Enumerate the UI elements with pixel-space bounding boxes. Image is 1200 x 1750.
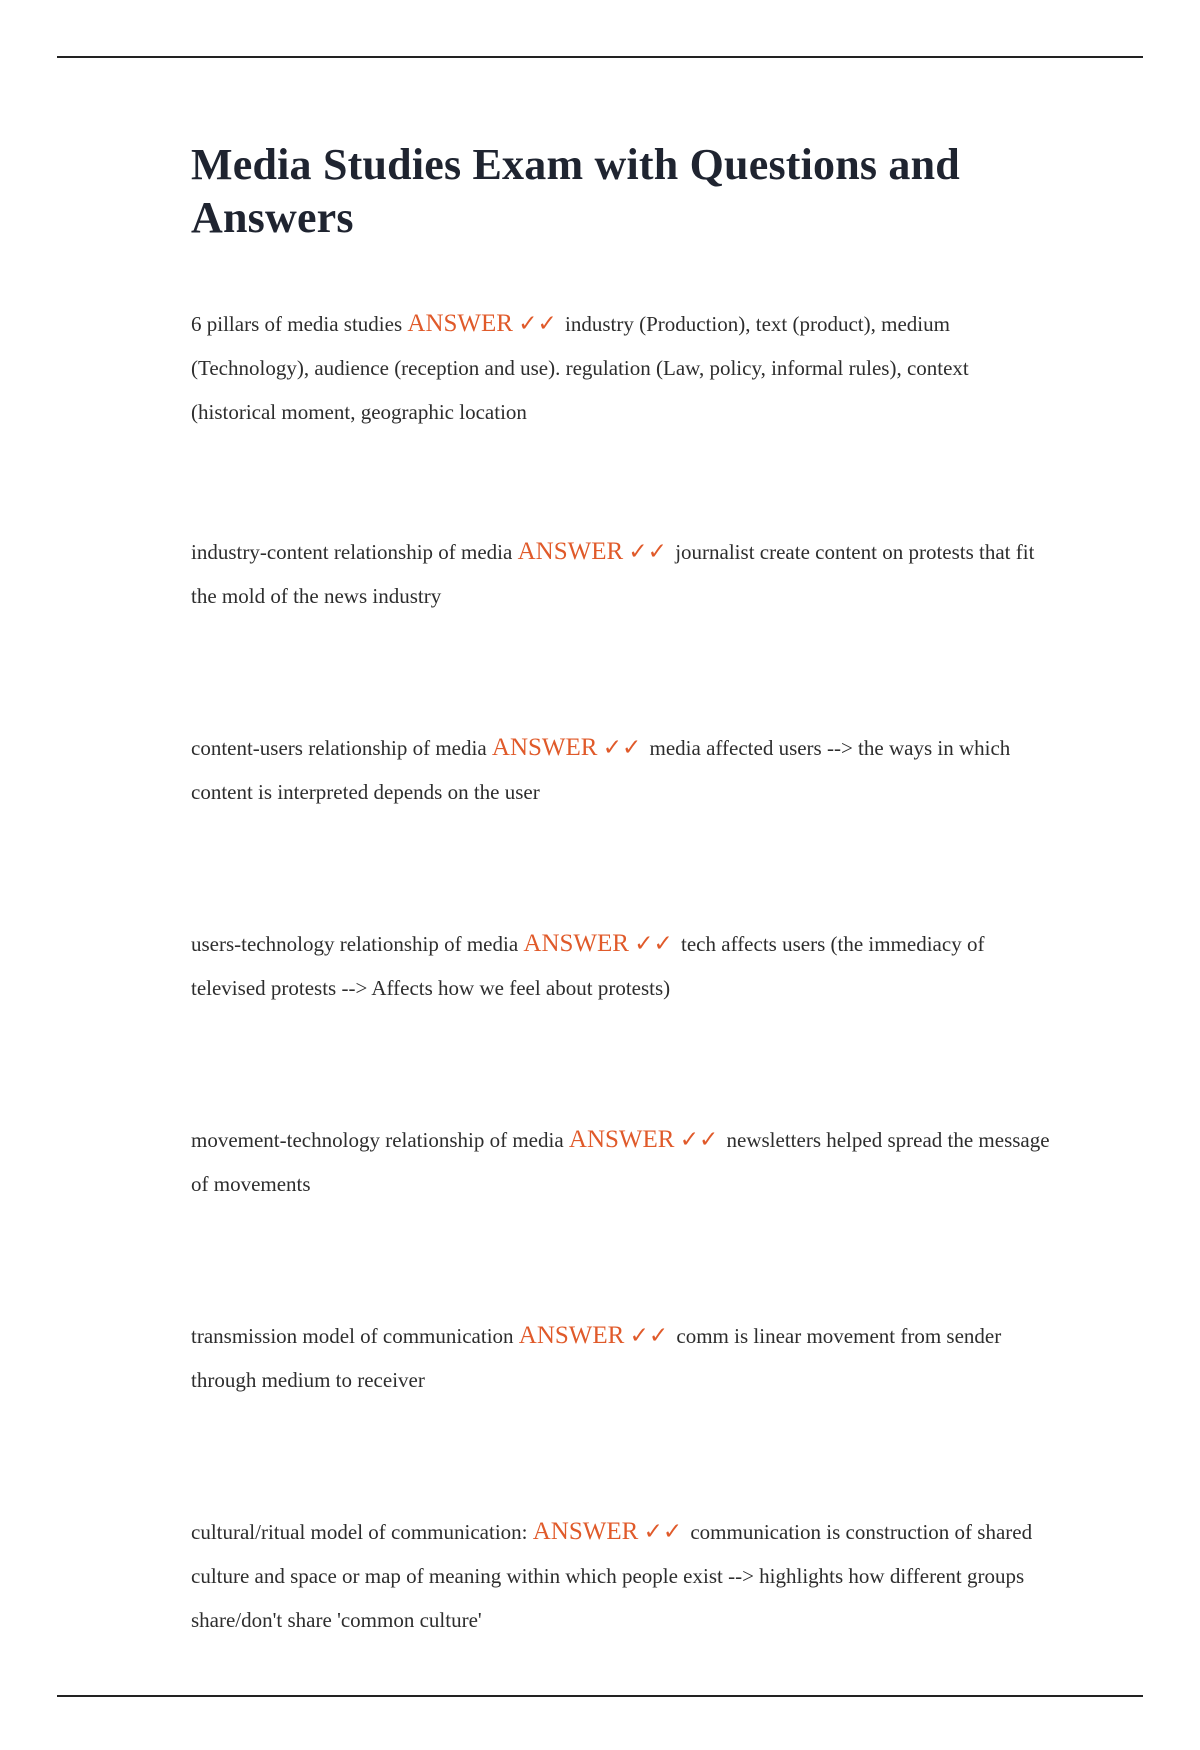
qa-item: [191, 726, 1051, 814]
question-text: movement-technology relationship of media: [191, 1128, 564, 1152]
answer-label: ANSWER: [523, 930, 629, 957]
answer-label: ANSWER: [518, 1322, 625, 1349]
double-check-icon: ✓✓: [679, 1127, 719, 1153]
qa-item: [191, 1314, 1051, 1402]
qa-list: [191, 302, 1051, 1642]
question-text: content-users relationship of media: [191, 736, 487, 760]
qa-item: [191, 1510, 1051, 1642]
question-text: industry-content relationship of media: [191, 540, 513, 564]
question-text: 6 pillars of media studies: [191, 312, 403, 336]
answer-label: ANSWER: [532, 1518, 639, 1545]
answer-text: tech affects users (the immediacy of televised protests --> Affects how we feel about protests): [191, 932, 985, 1000]
answer-text: journalist create content on protests that fit the mold of the news industry: [191, 540, 1035, 608]
double-check-icon: ✓✓: [518, 311, 557, 337]
answer-text: media affected users --> the ways in which content is interpreted depends on the user: [191, 736, 1011, 804]
answer-label: ANSWER: [517, 538, 624, 565]
answer-label: ANSWER: [407, 310, 513, 337]
double-check-icon: ✓✓: [634, 931, 673, 957]
qa-item: [191, 530, 1051, 618]
answer-text: comm is linear movement from sender through medium to receiver: [191, 1324, 1002, 1392]
question-text: users-technology relationship of media: [191, 932, 519, 956]
document-title: Media Studies Exam with Questions and Answers: [191, 140, 960, 242]
double-check-icon: ✓✓: [602, 735, 642, 761]
qa-item: [191, 302, 1051, 434]
qa-item: [191, 922, 1051, 1010]
answer-text: communication is construction of shared culture and space or map of meaning within which people exist --> highlights how different groups share/don't share 'common culture': [191, 1520, 1033, 1632]
header-rule: [57, 56, 1143, 58]
answer-text: newsletters helped spread the message of movements: [191, 1128, 1050, 1196]
answer-label: ANSWER: [568, 1126, 675, 1153]
answer-label: ANSWER: [491, 734, 598, 761]
question-text: transmission model of communication: [191, 1324, 514, 1348]
double-check-icon: ✓✓: [643, 1519, 683, 1545]
qa-item: [191, 1118, 1051, 1206]
double-check-icon: ✓✓: [628, 539, 667, 565]
double-check-icon: ✓✓: [629, 1323, 669, 1349]
document-page: [191, 138, 1051, 1750]
question-text: cultural/ritual model of communication:: [191, 1520, 528, 1544]
footer-rule: [57, 1695, 1143, 1697]
answer-text: industry (Production), text (product), medium (Technology), audience (reception and use). regulation (Law, policy, informal rules), context (historical moment, geographic location: [191, 312, 969, 424]
